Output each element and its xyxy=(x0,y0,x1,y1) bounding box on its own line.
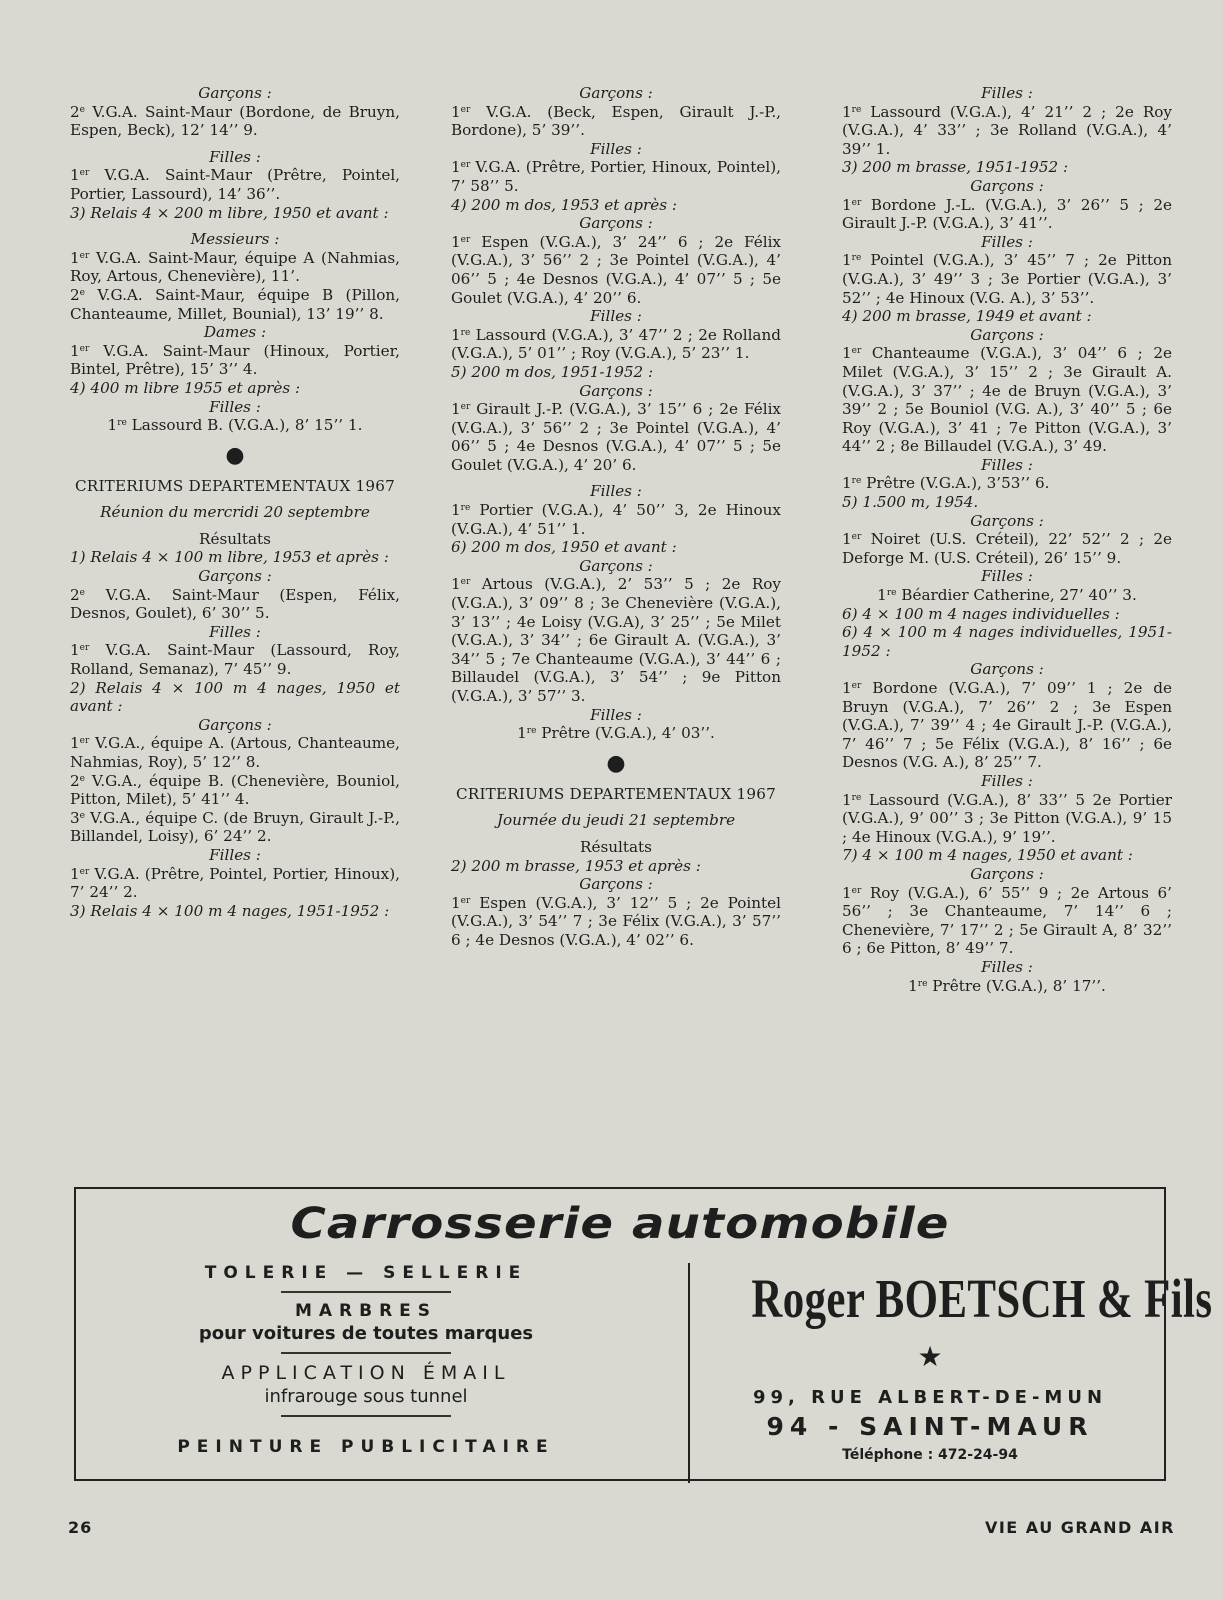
event-heading: 7) 4 × 100 m 4 nages, 1950 et avant : xyxy=(842,846,1133,865)
rank-suffix: er xyxy=(460,577,471,588)
result-entry xyxy=(842,530,1172,567)
result-line xyxy=(842,977,1172,996)
rank-number: 1 xyxy=(451,893,461,912)
event-heading: 6) 4 × 100 m 4 nages individuelles, 1951-1952 : xyxy=(842,623,1172,660)
result-text: V.G.A., équipe C. (de Bruyn, Girault J.-P., Billandel, Loisy), 6’ 24’’ 2. xyxy=(70,808,400,846)
result-entry xyxy=(70,809,400,846)
results-column-3 xyxy=(842,84,1172,995)
ad-rule xyxy=(281,1291,451,1293)
category-heading: Messieurs : xyxy=(190,230,280,249)
category-heading: Garçons : xyxy=(970,660,1044,679)
category-heading: Filles : xyxy=(209,147,261,166)
result-text: Prêtre (V.G.A.), 8’ 17’’. xyxy=(927,976,1106,995)
rank-suffix: re xyxy=(917,978,928,989)
category-heading: Garçons : xyxy=(970,511,1044,530)
result-entry xyxy=(70,342,400,379)
ad-headline: Carrosserie automobile xyxy=(290,1199,950,1249)
rank-number: 1 xyxy=(877,586,887,605)
result-text: Prêtre (V.G.A.), 4’ 03’’. xyxy=(536,724,715,743)
category-heading: Garçons : xyxy=(579,875,653,894)
rank-number: 1 xyxy=(70,734,80,753)
rank-suffix: re xyxy=(886,588,897,599)
event-heading: 3) Relais 4 × 100 m 4 nages, 1951-1952 : xyxy=(70,901,390,920)
rank-suffix: re xyxy=(851,476,862,487)
result-entry xyxy=(842,791,1172,847)
result-text: Lassourd (V.G.A.), 4’ 21’’ 2 ; 2e Roy (V.G.A.), 4’ 33’’ ; 3e Rolland (V.G.A.), 4’ 39’’ 1. xyxy=(842,102,1172,158)
result-text: Bordone J.-L. (V.G.A.), 3’ 26’’ 5 ; 2e Girault J.-P. (V.G.A.), 3’ 41’’. xyxy=(842,195,1172,233)
category-heading: Filles : xyxy=(981,84,1033,102)
rank-suffix: e xyxy=(79,773,85,784)
result-entry xyxy=(842,344,1172,456)
result-text: V.G.A. Saint-Maur, équipe B (Pillon, Chanteaume, Millet, Bounial), 13’ 19’’ 8. xyxy=(70,285,400,323)
result-entry xyxy=(451,575,781,705)
result-entry xyxy=(842,884,1172,958)
category-heading: Garçons : xyxy=(579,214,653,233)
rank-suffix: er xyxy=(851,197,862,208)
ad-company-block xyxy=(701,1263,1213,1463)
rank-suffix: re xyxy=(851,104,862,115)
result-text: Espen (V.G.A.), 3’ 24’’ 6 ; 2e Félix (V.G.A.), 3’ 56’’ 2 ; 3e Pointel (V.G.A.), 4’ 06’’ 5 ; 4e Desnos (V.G.A.), 4’ 07’’ 5 ; 5e Goulet (V.G.A.), 4’ 20’’ 6. xyxy=(451,232,781,307)
rank-number: 1 xyxy=(842,883,852,902)
category-heading: Filles : xyxy=(209,622,261,641)
result-line xyxy=(70,416,400,435)
result-text: V.G.A. (Prêtre, Portier, Hinoux, Pointel), 7’ 58’’ 5. xyxy=(451,158,781,195)
rank-suffix: er xyxy=(851,532,862,543)
ad-marbres: MARBRES xyxy=(294,1301,438,1321)
rank-suffix: er xyxy=(79,866,90,877)
rank-number: 2 xyxy=(70,585,80,604)
rank-number: 3 xyxy=(70,808,80,827)
rank-number: 2 xyxy=(70,285,80,304)
result-entry xyxy=(70,586,400,623)
rank-number: 1 xyxy=(451,501,461,520)
category-heading: Filles : xyxy=(981,455,1033,474)
star-icon: ★ xyxy=(917,1340,943,1373)
result-text: Artous (V.G.A.), 2’ 53’’ 5 ; 2e Roy (V.G.A.), 3’ 09’’ 8 ; 3e Chenevière (V.G.A.), 3’ 13’’ ; 4e Loisy (V.G.A), 3’ 25’’ ; 5e Milet (V.G.A.), 3’ 34’’ ; 6e Girault A. (V.G.A.), 3’ 34’’ 5 ; 7e Chanteaume (V.G.A.), 3’ 44’’ 6 ; Billaudel (V.G.A.), 3’ 54’’ ; 9e Pitton (V.G.A.), 3’ 57’’ 3. xyxy=(451,575,781,705)
category-heading: Garçons : xyxy=(579,84,653,102)
rank-suffix: re xyxy=(117,418,127,429)
spacer xyxy=(70,522,400,530)
rank-number: 1 xyxy=(451,158,461,177)
rank-suffix: er xyxy=(79,736,90,747)
category-heading: Garçons : xyxy=(970,176,1044,195)
category-heading: Filles : xyxy=(981,957,1033,976)
result-text: V.G.A. Saint-Maur (Prêtre, Pointel, Portier, Lassourd), 14’ 36’’. xyxy=(70,166,400,203)
rank-suffix: er xyxy=(79,168,90,179)
result-line xyxy=(842,586,1172,605)
ad-rule xyxy=(281,1415,451,1417)
rank-number: 1 xyxy=(842,102,852,121)
result-entry xyxy=(70,286,400,323)
spacer xyxy=(70,140,400,148)
result-entry xyxy=(70,734,400,771)
spacer xyxy=(451,803,781,811)
result-entry xyxy=(451,103,781,140)
ad-phone: Téléphone : 472-24-94 xyxy=(842,1447,1018,1463)
section-heading: CRITERIUMS DEPARTEMENTAUX 1967 xyxy=(455,784,776,803)
rank-number: 2 xyxy=(70,771,80,790)
result-text: Girault J.-P. (V.G.A.), 3’ 15’’ 6 ; 2e Félix (V.G.A.), 3’ 56’’ 2 ; 3e Pointel (V.G.A.), 4’ 06’’ 5 ; 4e Desnos (V.G.A.), 4’ 07’’ 5 ; 5e Goulet (V.G.A.), 4’ 20’ 6. xyxy=(451,400,781,474)
rank-number: 1 xyxy=(451,400,461,419)
result-entry xyxy=(451,501,781,538)
event-heading: 4) 200 m brasse, 1949 et avant : xyxy=(842,307,1092,326)
rank-suffix: re xyxy=(460,503,471,514)
rank-number: 1 xyxy=(451,575,461,594)
result-text: V.G.A., équipe A. (Artous, Chanteaume, Nahmias, Roy), 5’ 12’’ 8. xyxy=(70,734,400,771)
rank-suffix: re xyxy=(851,792,862,803)
result-text: Bordone (V.G.A.), 7’ 09’’ 1 ; 2e de Bruyn (V.G.A.), 7’ 26’’ 2 ; 3e Espen (V.G.A.), 7’ 39’’ 4 ; 4e Girault J.-P. (V.G.A.), 7’ 46’’ 7 ; 5e Félix (V.G.A.), 8’ 16’’ ; 6e Desnos (V.G. A.), 8’ 25’’ 7. xyxy=(842,679,1172,772)
magazine-title: VIE AU GRAND AIR xyxy=(984,1518,1175,1537)
ad-application-sub: infrarouge sous tunnel xyxy=(264,1386,468,1407)
spacer xyxy=(451,474,781,482)
result-text: Espen (V.G.A.), 3’ 12’’ 5 ; 2e Pointel (V.G.A.), 3’ 54’’ 7 ; 3e Félix (V.G.A.), 3’ 57’’ 6 ; 4e Desnos (V.G.A.), 4’ 02’’ 6. xyxy=(451,893,781,949)
result-entry xyxy=(70,772,400,809)
result-text: Noiret (U.S. Créteil), 22’ 52’’ 2 ; 2e Deforge M. (U.S. Créteil), 26’ 15’’ 9. xyxy=(842,530,1172,567)
result-text: V.G.A. Saint-Maur (Bordone, de Bruyn, Espen, Beck), 12’ 14’’ 9. xyxy=(70,102,400,140)
result-text: Prêtre (V.G.A.), 3’53’’ 6. xyxy=(861,474,1050,493)
rank-suffix: er xyxy=(460,160,471,171)
result-entry xyxy=(451,158,781,195)
result-text: Lassourd (V.G.A.), 3’ 47’’ 2 ; 2e Rolland (V.G.A.), 5’ 01’’ ; Roy (V.G.A.), 5’ 23’’ 1. xyxy=(451,325,781,363)
rank-number: 1 xyxy=(70,641,80,660)
category-heading: Garçons : xyxy=(579,381,653,400)
result-entry xyxy=(451,326,781,363)
section-separator: ● xyxy=(225,442,245,468)
rank-suffix: er xyxy=(460,402,471,413)
result-text: Portier (V.G.A.), 4’ 50’’ 3, 2e Hinoux (V.G.A.), 4’ 51’’ 1. xyxy=(451,501,781,538)
result-line: Résultats xyxy=(580,837,652,856)
rank-suffix: er xyxy=(79,250,90,261)
ad-company-name: Roger BOETSCH & Fils xyxy=(751,1268,1213,1329)
result-line xyxy=(451,724,781,743)
result-text: Chanteaume (V.G.A.), 3’ 04’’ 6 ; 2e Milet (V.G.A.), 3’ 15’’ 2 ; 3e Girault A. (V.G.A.), 3’ 37’’ ; 4e de Bruyn (V.G.A.), 3’ 39’’ 2 ; 5e Bouniol (V.G. A.), 3’ 40’’ 5 ; 6e Roy (V.G.A.), 3’ 41 ; 7e Pitton (V.G.A.), 3’ 44’’ 2 ; 8e Billaudel (V.G.A.), 3’ 49. xyxy=(842,344,1172,456)
result-entry xyxy=(842,103,1172,159)
ad-address-city: 94 - SAINT-MAUR xyxy=(766,1412,1094,1441)
result-entry xyxy=(842,196,1172,233)
rank-number: 1 xyxy=(70,864,80,883)
rank-number: 1 xyxy=(842,344,852,363)
result-entry xyxy=(842,474,1172,493)
result-text: V.G.A. (Prêtre, Pointel, Portier, Hinoux), 7’ 24’’ 2. xyxy=(70,864,400,902)
category-heading: Garçons : xyxy=(970,325,1044,344)
result-text: V.G.A. Saint-Maur (Lassourd, Roy, Rolland, Semanaz), 7’ 45’’ 9. xyxy=(70,641,400,679)
category-heading: Filles : xyxy=(981,232,1033,251)
rank-suffix: e xyxy=(79,104,85,115)
category-heading: Garçons : xyxy=(198,715,272,734)
rank-number: 1 xyxy=(842,530,852,549)
rank-suffix: er xyxy=(79,343,90,354)
ad-peinture: PEINTURE PUBLICITAIRE xyxy=(177,1437,555,1457)
ad-address-street: 99, RUE ALBERT-DE-MUN xyxy=(752,1387,1108,1408)
rank-number: 1 xyxy=(451,232,461,251)
result-entry xyxy=(70,865,400,902)
section-separator: ● xyxy=(606,750,626,776)
event-heading: 6) 200 m dos, 1950 et avant : xyxy=(451,538,677,557)
event-heading: 5) 1.500 m, 1954. xyxy=(842,493,979,512)
category-heading: Journée du jeudi 21 septembre xyxy=(496,811,736,830)
result-line: Résultats xyxy=(199,529,271,548)
result-entry xyxy=(70,166,400,203)
rank-number: 1 xyxy=(451,325,461,344)
category-heading: Filles : xyxy=(209,397,261,416)
result-entry xyxy=(451,233,781,307)
ad-marbres-sub: pour voitures de toutes marques xyxy=(198,1323,534,1344)
ad-rule xyxy=(281,1352,451,1354)
result-text: Lassourd (V.G.A.), 8’ 33’’ 5 2e Portier (V.G.A.), 9’ 00’’ 3 ; 3e Pitton (V.G.A.), 9’ 15 ; 4e Hinoux (V.G.A.), 9’ 19’’. xyxy=(842,790,1172,846)
rank-number: 1 xyxy=(517,724,527,743)
event-heading: 3) 200 m brasse, 1951-1952 : xyxy=(842,158,1069,177)
rank-suffix: e xyxy=(79,810,85,821)
category-heading: Garçons : xyxy=(198,84,272,102)
category-heading: Filles : xyxy=(590,482,642,501)
result-text: V.G.A. Saint-Maur, équipe A (Nahmias, Roy, Artous, Chenevière), 11’. xyxy=(70,248,400,286)
results-column-2 xyxy=(451,84,781,950)
rank-suffix: er xyxy=(851,885,862,896)
ad-divider xyxy=(688,1263,690,1483)
rank-number: 1 xyxy=(70,341,80,360)
category-heading: Garçons : xyxy=(970,864,1044,883)
spacer xyxy=(70,222,400,230)
rank-suffix: er xyxy=(460,895,471,906)
result-text: Lassourd B. (V.G.A.), 8’ 15’’ 1. xyxy=(126,416,363,435)
spacer xyxy=(70,495,400,503)
rank-suffix: er xyxy=(460,234,471,245)
rank-suffix: er xyxy=(851,346,862,357)
rank-suffix: re xyxy=(460,327,471,338)
result-text: Pointel (V.G.A.), 3’ 45’’ 7 ; 2e Pitton (V.G.A.), 3’ 49’’ 3 ; 3e Portier (V.G.A.), 3’ 52’’ ; 4e Hinoux (V.G. A.), 3’ 53’’. xyxy=(842,251,1172,307)
event-heading: 2) 200 m brasse, 1953 et après : xyxy=(451,856,701,875)
rank-number: 1 xyxy=(70,166,80,185)
event-heading: 5) 200 m dos, 1951-1952 : xyxy=(451,362,654,381)
rank-number: 1 xyxy=(842,474,852,493)
result-entry xyxy=(70,641,400,678)
category-heading: Dames : xyxy=(203,323,267,342)
result-entry xyxy=(842,251,1172,307)
ad-services xyxy=(96,1263,636,1457)
rank-suffix: e xyxy=(79,287,85,298)
result-entry xyxy=(842,679,1172,772)
result-text: V.G.A., équipe B. (Chenevière, Bouniol, Pitton, Milet), 5’ 41’’ 4. xyxy=(70,771,400,809)
rank-number: 1 xyxy=(842,679,852,697)
advertisement xyxy=(74,1187,1213,1481)
category-heading: Garçons : xyxy=(198,567,272,586)
section-heading: CRITERIUMS DEPARTEMENTAUX 1967 xyxy=(74,476,395,495)
rank-suffix: e xyxy=(79,587,85,598)
event-heading: 1) Relais 4 × 100 m libre, 1953 et après : xyxy=(70,548,389,567)
result-text: Roy (V.G.A.), 6’ 55’’ 9 ; 2e Artous 6’ 56’’ ; 3e Chanteaume, 7’ 14’’ 6 ; Chenevière, 7’ 17’’ 2 ; 5e Girault A, 8’ 32’’ 6 ; 6e Pitton, 8’ 49’’ 7. xyxy=(842,883,1172,958)
result-entry xyxy=(70,103,400,140)
ad-tolerie: TOLERIE — SELLERIE xyxy=(204,1263,528,1283)
ad-application: APPLICATION ÉMAIL xyxy=(221,1362,511,1384)
result-entry xyxy=(451,894,781,950)
rank-number: 1 xyxy=(842,251,852,270)
rank-suffix: re xyxy=(526,726,537,737)
result-text: V.G.A. Saint-Maur (Espen, Félix, Desnos, Goulet), 6’ 30’’ 5. xyxy=(70,585,400,623)
result-entry xyxy=(451,400,781,474)
event-heading: 4) 400 m libre 1955 et après : xyxy=(70,378,301,397)
page-number: 26 xyxy=(68,1518,93,1537)
event-heading: 3) Relais 4 × 200 m libre, 1950 et avant : xyxy=(70,203,389,222)
event-heading: 4) 200 m dos, 1953 et après : xyxy=(451,195,677,214)
rank-number: 1 xyxy=(842,195,852,214)
rank-suffix: er xyxy=(460,104,471,115)
category-heading: Filles : xyxy=(981,771,1033,790)
result-text: V.G.A. Saint-Maur (Hinoux, Portier, Bintel, Prêtre), 15’ 3’’ 4. xyxy=(70,341,400,379)
rank-number: 2 xyxy=(70,102,80,121)
rank-number: 1 xyxy=(70,248,80,267)
result-text: Béardier Catherine, 27’ 40’’ 3. xyxy=(896,586,1137,605)
rank-number: 1 xyxy=(842,790,852,809)
results-column-1 xyxy=(70,84,400,920)
result-entry xyxy=(70,249,400,286)
rank-suffix: er xyxy=(851,681,862,691)
result-text: V.G.A. (Beck, Espen, Girault J.-P., Bordone), 5’ 39’’. xyxy=(451,102,781,140)
category-heading: Réunion du mercridi 20 septembre xyxy=(100,503,370,522)
category-heading: Filles : xyxy=(209,845,261,864)
category-heading: Filles : xyxy=(981,567,1033,586)
event-heading: 2) Relais 4 × 100 m 4 nages, 1950 et avant : xyxy=(70,678,400,716)
category-heading: Filles : xyxy=(590,139,642,158)
rank-suffix: er xyxy=(79,643,90,654)
rank-number: 1 xyxy=(451,102,461,121)
rank-suffix: re xyxy=(851,253,862,264)
spacer xyxy=(451,830,781,838)
event-heading: 6) 4 × 100 m 4 nages individuelles : xyxy=(842,604,1120,623)
rank-number: 1 xyxy=(908,976,918,995)
category-heading: Filles : xyxy=(590,307,642,326)
category-heading: Filles : xyxy=(590,705,642,724)
rank-number: 1 xyxy=(107,416,118,435)
category-heading: Garçons : xyxy=(579,556,653,575)
